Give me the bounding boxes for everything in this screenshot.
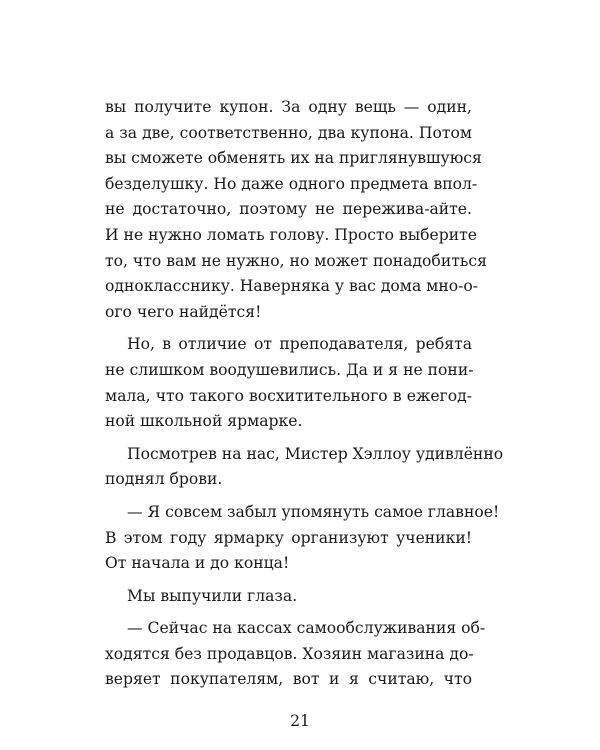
paragraph-4 <box>105 500 500 577</box>
text-line: то, что вам не нужно, но может понадобиться <box>105 251 487 270</box>
text-line: поднял брови. <box>105 470 223 489</box>
text-line: И не нужно ломать голову. Просто выберите <box>105 225 478 244</box>
paragraph-2 <box>105 332 472 434</box>
text-line: ходятся без продавцов. Хозяин магазина до- <box>105 644 474 663</box>
text-line: От начала и до конца! <box>105 554 290 573</box>
paragraph-5 <box>105 584 472 610</box>
paragraph-3 <box>105 442 504 493</box>
text-line: ого чего найдётся! <box>105 302 262 321</box>
paragraph-1 <box>105 95 487 325</box>
text-line: а за две, соответственно, два купона. Потом <box>105 123 472 142</box>
text-line: мала, что такого восхитительного в ежегод- <box>105 386 472 405</box>
body-text <box>105 95 504 700</box>
text-line: В этом году ярмарку организуют ученики! <box>105 528 472 547</box>
text-line: не слишком воодушевились. Да и я не пони- <box>105 360 474 379</box>
text-line: Но, в отличие от преподавателя, ребята <box>127 335 472 354</box>
text-line: Мы выпучили глаза. <box>127 586 298 605</box>
text-line: безделушку. Но даже одного предмета впол- <box>105 174 478 193</box>
text-line: ной школьной ярмарке. <box>105 412 303 431</box>
paragraph-6 <box>105 616 486 693</box>
text-line: не достаточно, поэтому не пережива-айте. <box>105 200 472 219</box>
page-number: 21 <box>290 712 310 730</box>
text-line: Посмотрев на нас, Мистер Хэллоу удивлённо <box>127 444 504 463</box>
text-line: вы получите купон. За одну вещь — один, <box>105 98 472 116</box>
text-line: вы сможете обменять их на приглянувшуюся <box>105 149 482 168</box>
text-line: веряет покупателям, вот и я считаю, что <box>105 670 472 689</box>
text-line: — Сейчас на кассах самообслуживания об- <box>127 619 486 638</box>
text-line: — Я совсем забыл упомянуть самое главное! <box>127 502 500 521</box>
text-line: однокласснику. Наверняка у вас дома мно-о- <box>105 277 479 296</box>
